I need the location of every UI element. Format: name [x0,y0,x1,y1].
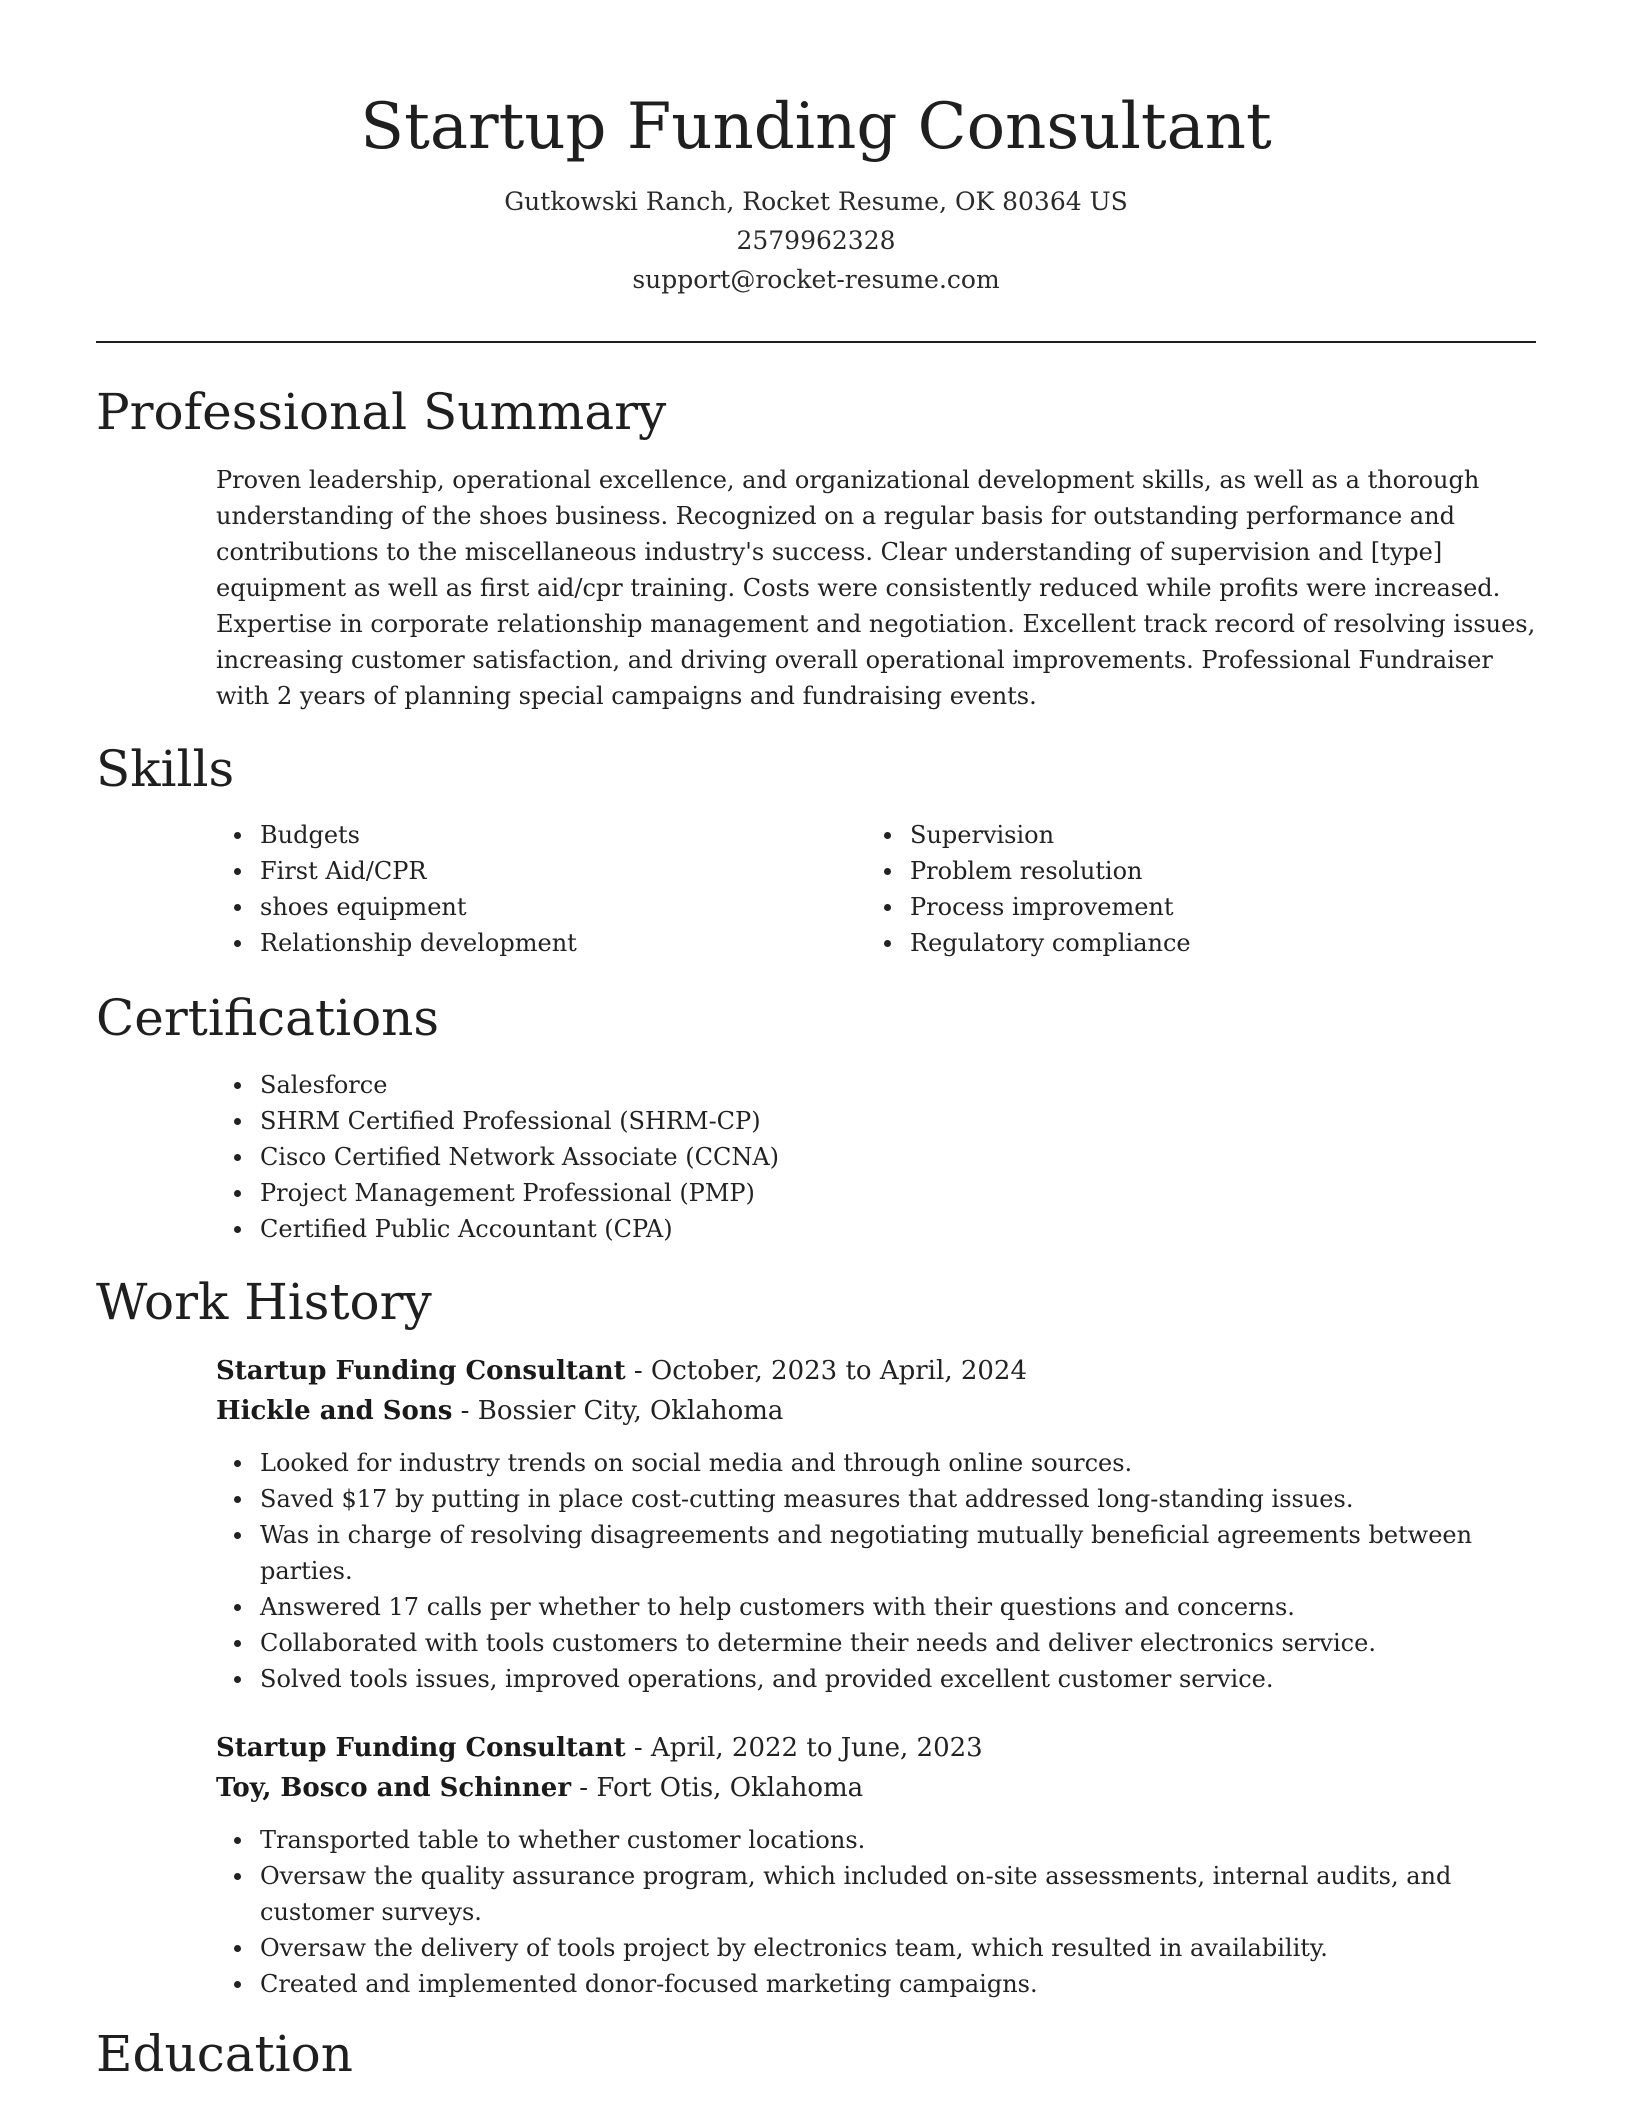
job-title-line [216,1351,1027,1391]
section-title-skills: Skills [96,740,235,798]
job-title-line [216,1728,983,1768]
certification-item: SHRM Certified Professional (SHRM-CP) [260,1103,1536,1139]
skill-item: Process improvement [910,889,1510,925]
job-bullet: Created and implemented donor-focused marketing campaigns. [260,1966,1536,2002]
skill-item: Regulatory compliance [910,925,1510,961]
job-bullet: Answered 17 calls per whether to help customers with their questions and concerns. [260,1589,1536,1625]
certification-item: Certified Public Accountant (CPA) [260,1211,1536,1247]
header-divider [96,341,1536,343]
address: Gutkowski Ranch, Rocket Resume, OK 80364 US [504,187,1128,216]
job-bullet: Collaborated with tools customers to determine their needs and deliver electronics service. [260,1625,1536,1661]
skill-item: Supervision [910,817,1510,853]
resume-header [0,0,1632,299]
job-bullets [216,1445,1536,1697]
certification-item: Salesforce [260,1067,1536,1103]
section-title-education: Education [96,2025,353,2083]
job-dates: - October, 2023 to April, 2024 [625,1356,1028,1386]
job-bullet: Was in charge of resolving disagreements and negotiating mutually beneficial agreements between parties. [260,1517,1536,1589]
job-role: Startup Funding Consultant [216,1356,626,1386]
job-bullets [216,1822,1536,2002]
job-bullet: Solved tools issues, improved operations, and provided excellent customer service. [260,1661,1536,1697]
certifications-list [216,1067,1536,1247]
summary-text: Proven leadership, operational excellence, and organizational development skills, as well as a thorough understanding of the shoes business. Recognized on a regular basis for outstanding performance and contributions to the miscellaneous industry's success. Clear understanding of supervision and [type] equipment as well as first aid/cpr training. Costs were consistently reduced while profits were increased. Expertise in corporate relationship management and negotiation. Excellent track record of resolving issues, increasing customer satisfaction, and driving overall operational improvements. Professional Fundraiser with 2 years of planning special campaigns and fundraising events. [216,466,1536,710]
skills-list-left [216,817,860,961]
skill-item: Relationship development [260,925,860,961]
candidate-name: Startup Funding Consultant [360,90,1272,164]
section-title-work-history: Work History [96,1273,432,1331]
certification-item: Project Management Professional (PMP) [260,1175,1536,1211]
job-company: Toy, Bosco and Schinner [216,1773,572,1803]
job-company: Hickle and Sons [216,1396,453,1426]
skill-item: First Aid/CPR [260,853,860,889]
certification-item: Cisco Certified Network Associate (CCNA) [260,1139,1536,1175]
job-bullet: Saved $17 by putting in place cost-cutting measures that addressed long-standing issues. [260,1481,1536,1517]
skill-item: shoes equipment [260,889,860,925]
section-title-summary: Professional Summary [96,383,667,441]
job-location: - Bossier City, Oklahoma [452,1396,784,1426]
job-company-line [216,1768,863,1808]
job-bullet: Looked for industry trends on social media and through online sources. [260,1445,1536,1481]
job-dates: - April, 2022 to June, 2023 [625,1733,983,1763]
job-bullet: Transported table to whether customer locations. [260,1822,1536,1858]
email: support@rocket-resume.com [632,265,1000,294]
phone: 2579962328 [736,226,896,255]
job-company-line [216,1391,783,1431]
skill-item: Problem resolution [910,853,1510,889]
job-role: Startup Funding Consultant [216,1733,626,1763]
contact-info [0,182,1632,299]
job-location: - Fort Otis, Oklahoma [571,1773,864,1803]
section-title-certifications: Certifications [96,989,440,1047]
skills-list-right [866,817,1510,961]
job-bullet: Oversaw the delivery of tools project by electronics team, which resulted in availability. [260,1930,1536,1966]
job-bullet: Oversaw the quality assurance program, which included on-site assessments, internal audits, and customer surveys. [260,1858,1536,1930]
skill-item: Budgets [260,817,860,853]
